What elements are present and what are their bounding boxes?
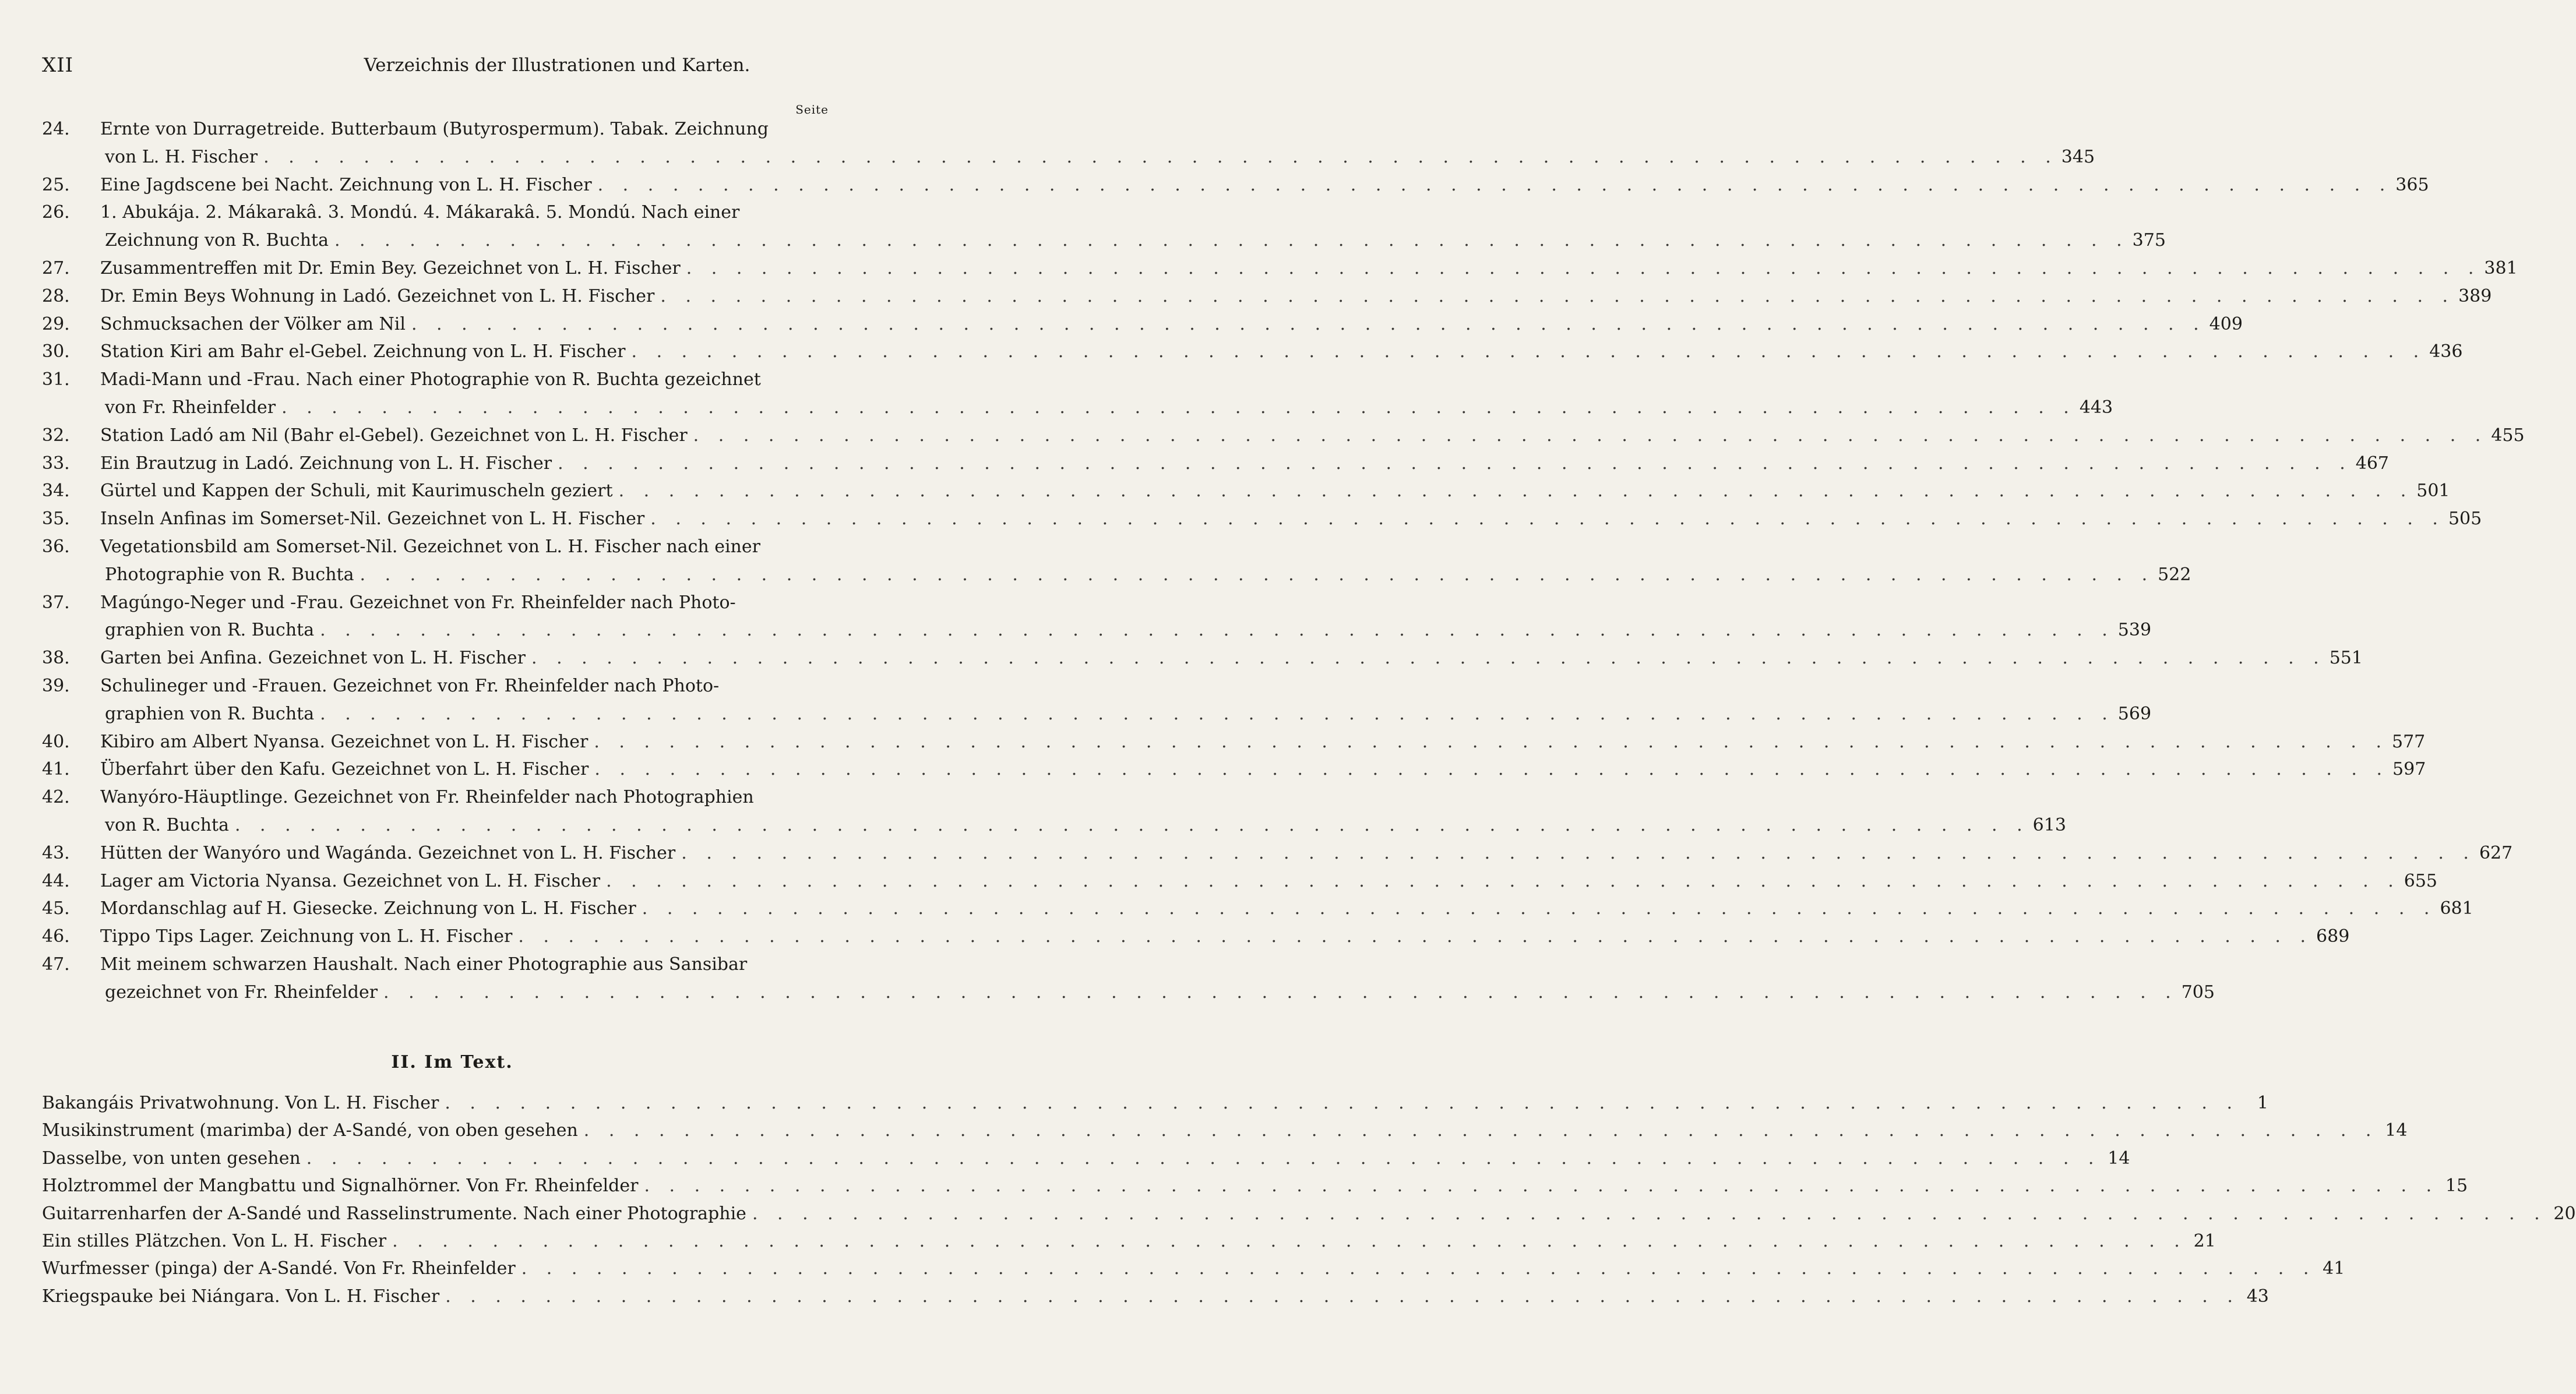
plate-number: 40. [42,731,70,752]
dot-leader [584,1120,2378,1141]
dot-leader [752,1204,2547,1224]
dot-leader [383,982,2178,1003]
plate-caption: gezeichnet von Fr. Rheinfelder [105,982,378,1003]
text-page-number: 41 [2323,1258,2345,1279]
text-page-number: 14 [2385,1120,2408,1141]
dot-leader [650,509,2445,529]
text-entry-line [42,1230,2216,1258]
plate-number: 41. [42,759,70,780]
plate-number: 39. [42,675,70,696]
plate-page-number: 345 [2061,146,2095,167]
section-heading: II. Im Text. [391,1052,513,1072]
dot-leader [531,648,2326,668]
page-folio: XII [42,54,74,77]
plate-number: 34. [42,481,70,502]
plate-page-number: 381 [2484,257,2518,278]
dot-leader [521,1258,2316,1279]
dot-leader [360,564,2155,585]
plate-number: 26. [42,202,70,223]
plate-entry-line [42,509,2482,537]
plate-caption: Zusammentreffen mit Dr. Emin Bey. Gezeichnet von L. H. Fischer [100,257,681,278]
plate-page-number: 539 [2117,620,2152,641]
text-entry-line [42,1176,2468,1203]
plate-page-number: 597 [2392,759,2426,780]
dot-leader [660,286,2455,306]
plate-caption: Ernte von Durragetreide. Butterbaum (Butyrospermum). Tabak. Zeichnung [100,119,769,139]
plate-page-number: 613 [2032,814,2066,835]
text-caption: Holztrommel der Mangbattu und Signalhörner. Von Fr. Rheinfelder [42,1176,639,1197]
plate-number: 25. [42,174,70,195]
plate-entry-line [42,759,2426,787]
plate-entry-line [42,676,827,704]
plate-entry-line [42,313,2243,342]
dot-leader [411,314,2206,334]
plate-caption: Madi-Mann und -Frau. Nach einer Photographie von R. Buchta gezeichnet [100,369,761,390]
text-caption: Musikinstrument (marimba) der A-Sandé, von oben gesehen [42,1120,578,1141]
plate-entry-line [42,648,2363,676]
dot-leader [594,759,2389,779]
plate-entry-line [42,537,827,564]
dot-leader [320,704,2115,724]
plate-caption: Vegetationsbild am Somerset-Nil. Gezeichnet von L. H. Fischer nach einer [100,536,760,557]
plate-entry-line [42,926,2350,954]
plate-page-number: 505 [2448,509,2482,530]
plate-page-number: 577 [2391,731,2426,752]
plate-entry-line [42,787,827,815]
plate-number: 33. [42,453,70,474]
plates-list [42,119,2525,1010]
plate-page-number: 389 [2458,285,2492,306]
dot-leader [445,1093,2239,1113]
text-page-number: 15 [2445,1176,2468,1197]
plate-caption: Station Kiri am Bahr el-Gebel. Zeichnung von L. H. Fischer [100,341,626,362]
text-page-number: 43 [2246,1286,2269,1307]
plate-caption: Schulineger und -Frauen. Gezeichnet von Fr. Rheinfelder nach Photo- [100,675,720,696]
plate-page-number: 551 [2329,648,2363,669]
plate-caption: Zeichnung von R. Buchta [105,230,329,251]
plate-page-number: 627 [2479,842,2513,863]
plate-entry-line [42,257,2518,286]
plate-caption: Hütten der Wanyóro und Wagánda. Gezeichnet von L. H. Fischer [100,842,676,863]
plate-number: 24. [42,119,70,139]
plate-page-number: 467 [2355,453,2390,474]
dot-leader [334,230,2129,250]
plate-entry-line [42,146,2095,175]
plate-page-number: 375 [2132,230,2166,251]
plate-caption: Eine Jagdscene bei Nacht. Zeichnung von L. H. Fischer [100,174,592,195]
plate-caption: Wanyóro-Häuptlinge. Gezeichnet von Fr. Rheinfelder nach Photographien [100,787,754,808]
plate-caption: Ein Brautzug in Ladó. Zeichnung von L. H. Fischer [100,453,552,474]
plate-entry-line [42,425,2525,453]
plate-entry-line [42,620,2152,648]
plate-number: 42. [42,787,70,808]
plate-entry-line [42,202,827,230]
text-entry-line [42,1093,2268,1120]
plate-caption: Schmucksachen der Völker am Nil [100,313,406,334]
plate-number: 30. [42,341,70,362]
plate-entry-line [42,453,2390,481]
dot-leader [445,1286,2240,1307]
plate-entry-line [42,982,2215,1010]
plate-caption: von Fr. Rheinfelder [105,397,276,418]
plate-number: 37. [42,592,70,613]
dot-leader [281,397,2076,418]
dot-leader [558,453,2352,474]
plate-caption: Lager am Victoria Nyansa. Gezeichnet von L. H. Fischer [100,870,601,891]
running-title: Verzeichnis der Illustrationen und Karten. [364,55,750,76]
plate-page-number: 455 [2491,425,2525,446]
plate-entry-line [42,592,827,620]
text-entry-line [42,1286,2269,1314]
dot-leader [632,341,2426,362]
plate-entry-line [42,870,2437,899]
plate-caption: von R. Buchta [105,814,229,835]
plate-caption: Station Ladó am Nil (Bahr el-Gebel). Gezeichnet von L. H. Fischer [100,425,688,446]
plate-entry-line [42,564,2191,592]
plate-caption: Überfahrt über den Kafu. Gezeichnet von L. H. Fischer [100,759,589,780]
plate-caption: Dr. Emin Beys Wohnung in Ladó. Gezeichnet von L. H. Fischer [100,285,655,306]
plate-caption: Mit meinem schwarzen Haushalt. Nach einer Photographie aus Sansibar [100,954,748,975]
plate-caption: von L. H. Fischer [105,146,258,167]
plate-entry-line [42,119,827,147]
plate-number: 31. [42,369,70,390]
plate-entry-line [42,703,2152,732]
plate-entry-line [42,954,827,982]
plate-page-number: 681 [2440,898,2473,919]
plate-number: 29. [42,313,70,334]
plate-number: 44. [42,870,70,891]
plate-page-number: 569 [2117,703,2152,724]
plate-page-number: 705 [2181,982,2215,1003]
plate-number: 35. [42,509,70,530]
dot-leader [320,620,2115,640]
dot-leader [642,898,2437,919]
plate-page-number: 689 [2316,926,2350,947]
plate-caption: Gürtel und Kappen der Schuli, mit Kaurimuscheln geziert [100,481,613,502]
dot-leader [306,1148,2101,1169]
plate-page-number: 522 [2158,564,2191,585]
plate-page-number: 365 [2395,174,2429,195]
plate-caption: graphien von R. Buchta [105,703,315,724]
text-caption: Kriegspauke bei Niángara. Von L. H. Fischer [42,1286,440,1307]
plate-number: 46. [42,926,70,947]
plate-caption: Tippo Tips Lager. Zeichnung von L. H. Fischer [100,926,513,947]
plate-number: 45. [42,898,70,919]
text-page-number: 1 [2257,1093,2268,1113]
plate-entry-line [42,842,2513,871]
text-entry-line [42,1258,2345,1286]
plate-number: 32. [42,425,70,446]
text-caption: Guitarrenharfen der A-Sandé und Rasselinstrumente. Nach einer Photographie [42,1203,746,1224]
plate-page-number: 409 [2209,313,2243,334]
seite-label: Seite [795,103,829,117]
text-caption: Wurfmesser (pinga) der A-Sandé. Von Fr. Rheinfelder [42,1258,516,1279]
dot-leader [235,815,2029,835]
text-entry-line [42,1203,2576,1231]
plate-number: 43. [42,842,70,863]
plate-caption: Mordanschlag auf H. Giesecke. Zeichnung von L. H. Fischer [100,898,636,919]
plate-number: 28. [42,285,70,306]
dot-leader [619,481,2413,501]
plate-entry-line [42,230,2166,258]
text-page-number: 20 [2553,1203,2576,1224]
dot-leader [518,926,2313,947]
text-entry-line [42,1120,2408,1148]
text-illustrations-list [42,1093,2576,1314]
dot-leader [594,732,2388,752]
plate-caption: Photographie von R. Buchta [105,564,354,585]
page-header [42,54,862,79]
plate-page-number: 501 [2416,481,2450,502]
plate-entry-line [42,369,827,397]
text-caption: Ein stilles Plätzchen. Von L. H. Fischer [42,1230,387,1251]
text-entry-line [42,1148,2130,1176]
plate-page-number: 443 [2079,397,2113,418]
plate-entry-line [42,285,2492,314]
dot-leader [598,175,2392,195]
plate-caption: 1. Abukája. 2. Mákarakâ. 3. Mondú. 4. Mákarakâ. 5. Mondú. Nach einer [100,202,740,223]
dot-leader [606,871,2401,891]
plate-page-number: 655 [2404,870,2437,891]
plate-number: 38. [42,648,70,669]
plate-caption: Inseln Anfinas im Somerset-Nil. Gezeichnet von L. H. Fischer [100,509,645,530]
dot-leader [686,258,2481,278]
dot-leader [644,1176,2438,1196]
dot-leader [681,843,2476,863]
plate-entry-line [42,341,2463,369]
text-page-number: 21 [2193,1230,2216,1251]
dot-leader [263,147,2058,167]
plate-caption: graphien von R. Buchta [105,620,315,641]
plate-entry-line [42,731,2426,760]
plate-number: 47. [42,954,70,975]
plate-page-number: 436 [2429,341,2463,362]
plate-entry-line [42,814,2066,843]
dot-leader [693,425,2488,446]
plate-entry-line [42,481,2450,509]
text-caption: Dasselbe, von unten gesehen [42,1148,301,1169]
text-caption: Bakangáis Privatwohnung. Von L. H. Fischer [42,1093,439,1113]
plate-entry-line [42,397,2113,425]
plate-number: 36. [42,536,70,557]
text-page-number: 14 [2108,1148,2130,1169]
dot-leader [392,1231,2187,1251]
plate-caption: Garten bei Anfina. Gezeichnet von L. H. Fischer [100,648,526,669]
plate-entry-line [42,898,2473,926]
plate-caption: Magúngo-Neger und -Frau. Gezeichnet von Fr. Rheinfelder nach Photo- [100,592,736,613]
plate-caption: Kibiro am Albert Nyansa. Gezeichnet von L. H. Fischer [100,731,589,752]
plate-number: 27. [42,257,70,278]
plate-entry-line [42,174,2429,203]
